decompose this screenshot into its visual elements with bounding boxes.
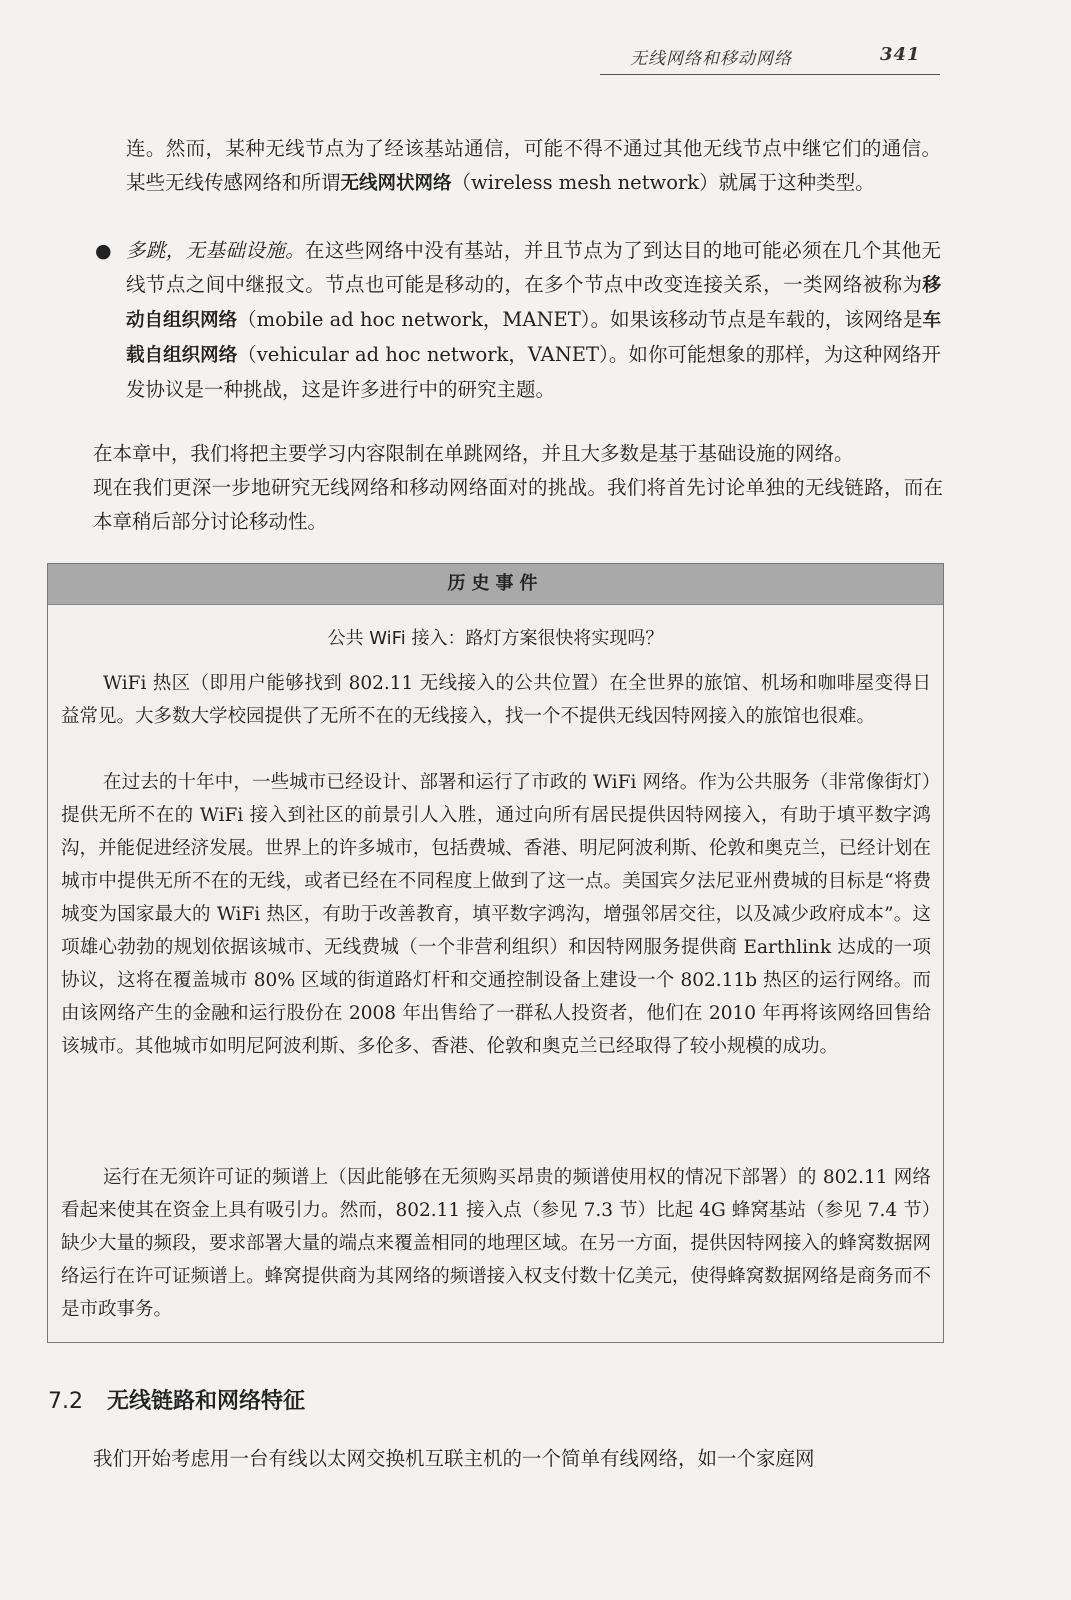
continued-paragraph — [126, 132, 941, 201]
sidebar-paragraph: WiFi 热区（即用户能够找到 802.11 无线接入的公共位置）在全世界的旅馆、机场和咖啡屋变得日益常见。大多数大学校园提供了无所不在的无线接入，找一个不提供无线因特网接入的旅馆也很难。 — [61, 673, 931, 727]
history-sidebar — [47, 563, 944, 1343]
bullet-marker: ● — [95, 240, 112, 262]
section-title: 无线链路和网络特征 — [107, 1389, 306, 1414]
bullet-text: 在这些网络中没有基站，并且节点为了到达目的地可能必须在几个其他无线节点之间中继报文。节点也可能是移动的，在多个节点中改变连接关系，一类网络被称为 — [126, 239, 941, 296]
bullet-lead: 多跳，无基础设施。 — [126, 239, 305, 262]
term-manet: 移动自组织网络 — [126, 275, 941, 331]
sidebar-subtitle: 公共 WiFi 接入：路灯方案很快将实现吗？ — [327, 628, 664, 649]
sidebar-heading: 历史事件 — [48, 564, 943, 605]
bullet-text: （mobile ad hoc network，MANET）。如果该移动节点是车载的，该网络是 — [237, 308, 923, 331]
running-head-title: 无线网络和移动网络 — [630, 49, 792, 69]
sidebar-paragraph: 运行在无须许可证的频谱上（因此能够在无须购买昂贵的频谱使用权的情况下部署）的 802.11 网络看起来使其在资金上具有吸引力。然而，802.11 接入点（参见 7.3 节）比起 4G 蜂窝基站（参见 7.4 节）缺少大量的频段，要求部署大量的端点来覆盖相同的地理区域。在另一方面，提供因特网接入的蜂窝数据网络运行在许可证频谱上。蜂窝提供商为其网络的频谱接入权支付数十亿美元，使得蜂窝数据网络是商务而不是市政事务。 — [61, 1167, 931, 1320]
bullet-multihop — [126, 234, 941, 407]
paragraph-challenges: 现在我们更深一步地研究无线网络和移动网络面对的挑战。我们将首先讨论单独的无线链路，而在本章稍后部分讨论移动性。 — [93, 476, 943, 533]
paragraph-text: （wireless mesh network）就属于这种类型。 — [451, 171, 875, 194]
paragraph-scope: 在本章中，我们将把主要学习内容限制在单跳网络，并且大多数是基于基础设施的网络。 — [93, 442, 854, 465]
header-rule — [600, 74, 940, 75]
section-number: 7.2 — [48, 1389, 83, 1414]
section-first-paragraph: 我们开始考虑用一台有线以太网交换机互联主机的一个简单有线网络，如一个家庭网 — [93, 1447, 815, 1470]
bullet-text: （vehicular ad hoc network，VANET）。如你可能想象的那样，为这种网络开发协议是一种挑战，这是许多进行中的研究主题。 — [126, 343, 941, 401]
section-heading — [48, 1384, 305, 1415]
paragraph-text: 连。然而，某种无线节点为了经该基站通信，可能不得不通过其他无线节点中继它们的通信。某些无线传感网络和所谓 — [126, 137, 941, 194]
page-number: 341 — [880, 44, 921, 65]
sidebar-paragraph: 在过去的十年中，一些城市已经设计、部署和运行了市政的 WiFi 网络。作为公共服务（非常像街灯）提供无所不在的 WiFi 接入到社区的前景引人入胜，通过向所有居民提供因特网接入，有助于填平数字鸿沟，并能促进经济发展。世界上的许多城市，包括费城、香港、明尼阿波利斯、伦敦和奥克兰，已经计划在城市中提供无所不在的无线，或者已经在不同程度上做到了这一点。美国宾夕法尼亚州费城的目标是“将费城变为国家最大的 WiFi 热区，有助于改善教育，填平数字鸿沟，增强邻居交往，以及减少政府成本”。这项雄心勃勃的规划依据该城市、无线费城（一个非营利组织）和因特网服务提供商 Earthlink 达成的一项协议，这将在覆盖城市 80% 区域的街道路灯杆和交通控制设备上建设一个 802.11b 热区的运行网络。而由该网络产生的金融和运行股份在 2008 年出售给了一群私人投资者，他们在 2010 年再将该网络回售给该城市。其他城市如明尼阿波利斯、多伦多、香港、伦敦和奥克兰已经取得了较小规模的成功。 — [61, 772, 931, 1057]
term-wireless-mesh: 无线网状网络 — [340, 173, 452, 194]
term-vanet: 车载自组织网络 — [126, 310, 941, 366]
